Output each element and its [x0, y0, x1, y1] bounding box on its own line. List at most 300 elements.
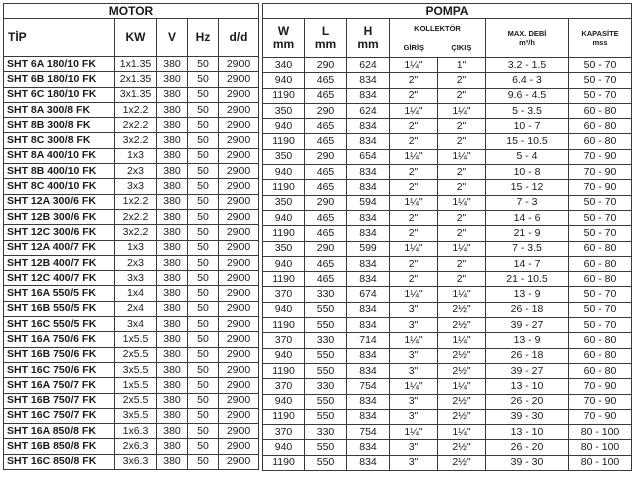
- hz-cell: 50: [188, 271, 219, 286]
- w-cell: 940: [263, 302, 305, 317]
- h-cell: 834: [347, 119, 390, 134]
- tip-header: TİP: [4, 19, 115, 57]
- kw-cell: 1x1.35: [115, 57, 157, 72]
- l-cell: 465: [305, 119, 347, 134]
- l-cell: 550: [305, 302, 347, 317]
- kapasite-cell: 60 - 80: [569, 272, 632, 287]
- giris-cell: 2": [390, 134, 438, 149]
- h-unit: mm: [357, 37, 379, 51]
- h-cell: 834: [347, 363, 390, 378]
- pompa-row: [263, 103, 632, 118]
- debi-cell: 21 - 9: [486, 226, 569, 241]
- kapasite-cell: 70 - 90: [569, 149, 632, 164]
- tip-cell: SHT 16A 750/6 FK: [4, 332, 115, 347]
- kapasite-cell: 60 - 80: [569, 333, 632, 348]
- debi-header: [486, 19, 569, 58]
- giris-cell: 1¼": [390, 425, 438, 440]
- h-cell: 599: [347, 241, 390, 256]
- motor-row: [4, 118, 259, 133]
- v-cell: 380: [157, 271, 188, 286]
- kw-cell: 1x5.5: [115, 332, 157, 347]
- motor-row: [4, 179, 259, 194]
- kapasite-unit: mss: [592, 38, 608, 47]
- v-cell: 380: [157, 332, 188, 347]
- l-cell: 465: [305, 73, 347, 88]
- cikis-cell: 2": [438, 226, 486, 241]
- kw-cell: 3x5.5: [115, 408, 157, 423]
- hz-cell: 50: [188, 57, 219, 72]
- l-cell: 465: [305, 165, 347, 180]
- kw-cell: 2x6.3: [115, 439, 157, 454]
- dd-cell: 2900: [219, 72, 259, 87]
- debi-cell: 9.6 - 4.5: [486, 88, 569, 103]
- cikis-cell: 2": [438, 165, 486, 180]
- giris-cell: 2": [390, 180, 438, 195]
- w-cell: 1190: [263, 455, 305, 470]
- motor-row: [4, 454, 259, 469]
- hz-cell: 50: [188, 255, 219, 270]
- motor-row: [4, 424, 259, 439]
- motor-row: [4, 408, 259, 423]
- motor-row: [4, 148, 259, 163]
- kw-cell: 3x4: [115, 317, 157, 332]
- hz-cell: 50: [188, 347, 219, 362]
- debi-cell: 7 - 3: [486, 195, 569, 210]
- hz-header: Hz: [188, 19, 219, 57]
- giris-cell: 2": [390, 119, 438, 134]
- tip-cell: SHT 16B 750/7 FK: [4, 393, 115, 408]
- dd-cell: 2900: [219, 209, 259, 224]
- kapasite-cell: 60 - 80: [569, 103, 632, 118]
- w-cell: 1190: [263, 272, 305, 287]
- cikis-cell: 2": [438, 210, 486, 225]
- giris-cell: 3": [390, 409, 438, 424]
- h-label: H: [363, 24, 373, 38]
- pompa-row: [263, 119, 632, 134]
- kapasite-cell: 60 - 80: [569, 134, 632, 149]
- v-cell: 380: [157, 179, 188, 194]
- dd-cell: 2900: [219, 317, 259, 332]
- debi-cell: 10 - 7: [486, 119, 569, 134]
- debi-cell: 13 - 9: [486, 333, 569, 348]
- giris-header: GİRİŞ: [403, 43, 425, 52]
- dd-cell: 2900: [219, 286, 259, 301]
- giris-cell: 2": [390, 272, 438, 287]
- dd-cell: 2900: [219, 148, 259, 163]
- cikis-cell: 1¼": [438, 195, 486, 210]
- v-cell: 380: [157, 362, 188, 377]
- cikis-cell: 2": [438, 272, 486, 287]
- motor-row: [4, 102, 259, 117]
- tip-cell: SHT 8C 300/8 FK: [4, 133, 115, 148]
- debi-cell: 26 - 20: [486, 440, 569, 455]
- v-cell: 380: [157, 301, 188, 316]
- motor-row: [4, 286, 259, 301]
- hz-cell: 50: [188, 362, 219, 377]
- w-cell: 940: [263, 348, 305, 363]
- h-cell: 834: [347, 73, 390, 88]
- l-header: [305, 19, 347, 58]
- tip-cell: SHT 8A 300/8 FK: [4, 102, 115, 117]
- cikis-cell: 2½": [438, 348, 486, 363]
- l-cell: 465: [305, 180, 347, 195]
- kapasite-cell: 80 - 100: [569, 440, 632, 455]
- v-cell: 380: [157, 148, 188, 163]
- v-cell: 380: [157, 393, 188, 408]
- pompa-row: [263, 440, 632, 455]
- l-cell: 550: [305, 409, 347, 424]
- hz-cell: 50: [188, 317, 219, 332]
- l-cell: 465: [305, 88, 347, 103]
- kw-header: KW: [115, 19, 157, 57]
- debi-cell: 5 - 4: [486, 149, 569, 164]
- pompa-row: [263, 363, 632, 378]
- debi-cell: 21 - 10.5: [486, 272, 569, 287]
- pompa-row: [263, 180, 632, 195]
- debi-cell: 13 - 10: [486, 425, 569, 440]
- v-cell: 380: [157, 164, 188, 179]
- l-cell: 290: [305, 103, 347, 118]
- motor-row: [4, 439, 259, 454]
- h-cell: 834: [347, 348, 390, 363]
- giris-cell: 1¼": [390, 379, 438, 394]
- motor-row: [4, 332, 259, 347]
- dd-cell: 2900: [219, 179, 259, 194]
- l-unit: mm: [314, 37, 337, 51]
- debi-cell: 39 - 30: [486, 409, 569, 424]
- l-cell: 550: [305, 348, 347, 363]
- kw-cell: 2x4: [115, 301, 157, 316]
- kapasite-cell: 70 - 90: [569, 394, 632, 409]
- debi-cell: 3.2 - 1.5: [486, 58, 569, 73]
- cikis-cell: 2½": [438, 363, 486, 378]
- giris-cell: 1¼": [390, 58, 438, 73]
- cikis-cell: 2½": [438, 394, 486, 409]
- kw-cell: 2x5.5: [115, 393, 157, 408]
- debi-cell: 26 - 18: [486, 302, 569, 317]
- v-cell: 380: [157, 225, 188, 240]
- dd-cell: 2900: [219, 240, 259, 255]
- kapasite-cell: 50 - 70: [569, 226, 632, 241]
- pompa-row: [263, 58, 632, 73]
- hz-cell: 50: [188, 133, 219, 148]
- motor-row: [4, 240, 259, 255]
- debi-cell: 10 - 8: [486, 165, 569, 180]
- motor-row: [4, 194, 259, 209]
- kw-cell: 2x5.5: [115, 347, 157, 362]
- hz-cell: 50: [188, 408, 219, 423]
- hz-cell: 50: [188, 102, 219, 117]
- h-cell: 834: [347, 455, 390, 470]
- debi-cell: 39 - 30: [486, 455, 569, 470]
- giris-cell: 2": [390, 73, 438, 88]
- w-cell: 940: [263, 394, 305, 409]
- debi-cell: 26 - 20: [486, 394, 569, 409]
- w-cell: 1190: [263, 318, 305, 333]
- pompa-row: [263, 241, 632, 256]
- w-cell: 370: [263, 425, 305, 440]
- kapasite-cell: 70 - 90: [569, 409, 632, 424]
- hz-cell: 50: [188, 454, 219, 469]
- v-cell: 380: [157, 57, 188, 72]
- l-cell: 465: [305, 226, 347, 241]
- w-label: W: [277, 24, 290, 38]
- debi-cell: 26 - 18: [486, 348, 569, 363]
- debi-cell: 39 - 27: [486, 318, 569, 333]
- h-cell: 834: [347, 272, 390, 287]
- w-cell: 350: [263, 241, 305, 256]
- l-cell: 465: [305, 272, 347, 287]
- l-cell: 290: [305, 241, 347, 256]
- motor-row: [4, 362, 259, 377]
- h-cell: 674: [347, 287, 390, 302]
- kapasite-cell: 50 - 70: [569, 287, 632, 302]
- kapasite-cell: 50 - 70: [569, 195, 632, 210]
- v-cell: 380: [157, 240, 188, 255]
- kapasite-cell: 60 - 80: [569, 256, 632, 271]
- v-header: V: [157, 19, 188, 57]
- h-cell: 714: [347, 333, 390, 348]
- v-cell: 380: [157, 194, 188, 209]
- tip-cell: SHT 8A 400/10 FK: [4, 148, 115, 163]
- cikis-cell: 2": [438, 119, 486, 134]
- w-header: [263, 19, 305, 58]
- h-cell: 834: [347, 318, 390, 333]
- dd-cell: 2900: [219, 424, 259, 439]
- debi-cell: 7 - 3.5: [486, 241, 569, 256]
- giris-cell: 2": [390, 210, 438, 225]
- tip-cell: SHT 8B 400/10 FK: [4, 164, 115, 179]
- kapasite-cell: 50 - 70: [569, 73, 632, 88]
- dd-cell: 2900: [219, 393, 259, 408]
- kapasite-cell: 80 - 100: [569, 455, 632, 470]
- kapasite-cell: 50 - 70: [569, 302, 632, 317]
- h-cell: 624: [347, 103, 390, 118]
- w-cell: 940: [263, 73, 305, 88]
- v-cell: 380: [157, 286, 188, 301]
- dd-cell: 2900: [219, 87, 259, 102]
- w-cell: 350: [263, 195, 305, 210]
- pompa-row: [263, 149, 632, 164]
- kw-cell: 2x2.2: [115, 118, 157, 133]
- hz-cell: 50: [188, 87, 219, 102]
- kw-cell: 3x1.35: [115, 87, 157, 102]
- pompa-row: [263, 73, 632, 88]
- hz-cell: 50: [188, 179, 219, 194]
- hz-cell: 50: [188, 286, 219, 301]
- l-cell: 550: [305, 455, 347, 470]
- l-cell: 465: [305, 210, 347, 225]
- h-cell: 834: [347, 394, 390, 409]
- cikis-cell: 1¼": [438, 425, 486, 440]
- dd-cell: 2900: [219, 57, 259, 72]
- kw-cell: 1x6.3: [115, 424, 157, 439]
- kapasite-cell: 60 - 80: [569, 363, 632, 378]
- dd-cell: 2900: [219, 102, 259, 117]
- w-cell: 370: [263, 287, 305, 302]
- h-cell: 754: [347, 425, 390, 440]
- kw-cell: 3x3: [115, 179, 157, 194]
- cikis-cell: 2½": [438, 302, 486, 317]
- v-cell: 380: [157, 255, 188, 270]
- kw-cell: 1x3: [115, 240, 157, 255]
- dd-cell: 2900: [219, 225, 259, 240]
- giris-cell: 3": [390, 440, 438, 455]
- motor-body: [4, 57, 259, 470]
- dd-cell: 2900: [219, 332, 259, 347]
- h-cell: 834: [347, 256, 390, 271]
- kapasite-cell: 70 - 90: [569, 180, 632, 195]
- w-cell: 1190: [263, 180, 305, 195]
- kapasite-label: KAPASİTE: [581, 29, 619, 38]
- cikis-cell: 2½": [438, 409, 486, 424]
- cikis-cell: 2½": [438, 455, 486, 470]
- kapasite-cell: 50 - 70: [569, 210, 632, 225]
- pompa-row: [263, 333, 632, 348]
- l-cell: 550: [305, 363, 347, 378]
- motor-row: [4, 133, 259, 148]
- hz-cell: 50: [188, 194, 219, 209]
- motor-row: [4, 271, 259, 286]
- h-cell: 834: [347, 180, 390, 195]
- cikis-cell: 1¼": [438, 379, 486, 394]
- v-cell: 380: [157, 133, 188, 148]
- w-cell: 1190: [263, 134, 305, 149]
- h-cell: 834: [347, 226, 390, 241]
- pompa-row: [263, 409, 632, 424]
- kapasite-cell: 50 - 70: [569, 88, 632, 103]
- v-cell: 380: [157, 454, 188, 469]
- w-cell: 940: [263, 256, 305, 271]
- hz-cell: 50: [188, 240, 219, 255]
- hz-cell: 50: [188, 424, 219, 439]
- giris-cell: 2": [390, 165, 438, 180]
- l-label: L: [321, 24, 330, 38]
- kapasite-header: [569, 19, 632, 58]
- kw-cell: 2x2.2: [115, 209, 157, 224]
- l-cell: 330: [305, 333, 347, 348]
- dd-cell: 2900: [219, 362, 259, 377]
- dd-cell: 2900: [219, 454, 259, 469]
- giris-cell: 3": [390, 318, 438, 333]
- v-cell: 380: [157, 424, 188, 439]
- motor-row: [4, 164, 259, 179]
- pompa-body: [263, 58, 632, 471]
- dd-cell: 2900: [219, 301, 259, 316]
- tip-cell: SHT 8C 400/10 FK: [4, 179, 115, 194]
- tip-cell: SHT 12B 400/7 FK: [4, 255, 115, 270]
- tip-cell: SHT 16C 750/6 FK: [4, 362, 115, 377]
- tip-cell: SHT 16B 550/5 FK: [4, 301, 115, 316]
- hz-cell: 50: [188, 301, 219, 316]
- h-cell: 834: [347, 165, 390, 180]
- kapasite-cell: 80 - 100: [569, 425, 632, 440]
- l-cell: 290: [305, 195, 347, 210]
- pompa-row: [263, 165, 632, 180]
- pompa-row: [263, 455, 632, 470]
- kw-cell: 3x2.2: [115, 225, 157, 240]
- giris-cell: 2": [390, 226, 438, 241]
- pompa-row: [263, 210, 632, 225]
- motor-table: [3, 3, 259, 470]
- giris-cell: 3": [390, 302, 438, 317]
- cikis-cell: 2½": [438, 318, 486, 333]
- w-cell: 940: [263, 210, 305, 225]
- w-cell: 940: [263, 440, 305, 455]
- debi-cell: 15 - 12: [486, 180, 569, 195]
- motor-row: [4, 301, 259, 316]
- kapasite-cell: 50 - 70: [569, 318, 632, 333]
- pompa-row: [263, 318, 632, 333]
- w-cell: 940: [263, 165, 305, 180]
- debi-cell: 14 - 6: [486, 210, 569, 225]
- h-cell: 654: [347, 149, 390, 164]
- w-cell: 1190: [263, 363, 305, 378]
- tip-cell: SHT 12A 400/7 FK: [4, 240, 115, 255]
- l-cell: 290: [305, 149, 347, 164]
- tip-cell: SHT 6B 180/10 FK: [4, 72, 115, 87]
- hz-cell: 50: [188, 118, 219, 133]
- tip-cell: SHT 16B 750/6 FK: [4, 347, 115, 362]
- tip-cell: SHT 16A 550/5 FK: [4, 286, 115, 301]
- debi-unit: m³/h: [519, 38, 535, 47]
- v-cell: 380: [157, 209, 188, 224]
- kapasite-cell: 60 - 80: [569, 119, 632, 134]
- cikis-cell: 2": [438, 134, 486, 149]
- pompa-title: POMPA: [263, 4, 632, 19]
- cikis-cell: 1¼": [438, 149, 486, 164]
- pompa-row: [263, 394, 632, 409]
- tip-cell: SHT 16A 750/7 FK: [4, 378, 115, 393]
- v-cell: 380: [157, 317, 188, 332]
- w-cell: 370: [263, 333, 305, 348]
- tip-cell: SHT 12B 300/6 FK: [4, 209, 115, 224]
- debi-cell: 5 - 3.5: [486, 103, 569, 118]
- h-cell: 834: [347, 88, 390, 103]
- tip-cell: SHT 16C 750/7 FK: [4, 408, 115, 423]
- dd-cell: 2900: [219, 133, 259, 148]
- motor-row: [4, 72, 259, 87]
- debi-cell: 13 - 9: [486, 287, 569, 302]
- dd-header: d/d: [219, 19, 259, 57]
- giris-cell: 1¼": [390, 287, 438, 302]
- kw-cell: 1x5.5: [115, 378, 157, 393]
- v-cell: 380: [157, 87, 188, 102]
- giris-cell: 1¼": [390, 195, 438, 210]
- v-cell: 380: [157, 347, 188, 362]
- dd-cell: 2900: [219, 164, 259, 179]
- motor-row: [4, 255, 259, 270]
- w-cell: 350: [263, 149, 305, 164]
- kw-cell: 2x1.35: [115, 72, 157, 87]
- h-cell: 624: [347, 58, 390, 73]
- motor-row: [4, 378, 259, 393]
- h-cell: 594: [347, 195, 390, 210]
- tip-cell: SHT 16A 850/8 FK: [4, 424, 115, 439]
- debi-cell: 13 - 10: [486, 379, 569, 394]
- w-unit: mm: [272, 37, 295, 51]
- tip-cell: SHT 6A 180/10 FK: [4, 57, 115, 72]
- kw-cell: 3x5.5: [115, 362, 157, 377]
- giris-cell: 3": [390, 363, 438, 378]
- cikis-cell: 2": [438, 88, 486, 103]
- w-cell: 1190: [263, 88, 305, 103]
- pompa-row: [263, 425, 632, 440]
- dd-cell: 2900: [219, 118, 259, 133]
- w-cell: 940: [263, 119, 305, 134]
- tip-cell: SHT 6C 180/10 FK: [4, 87, 115, 102]
- debi-cell: 6.4 - 3: [486, 73, 569, 88]
